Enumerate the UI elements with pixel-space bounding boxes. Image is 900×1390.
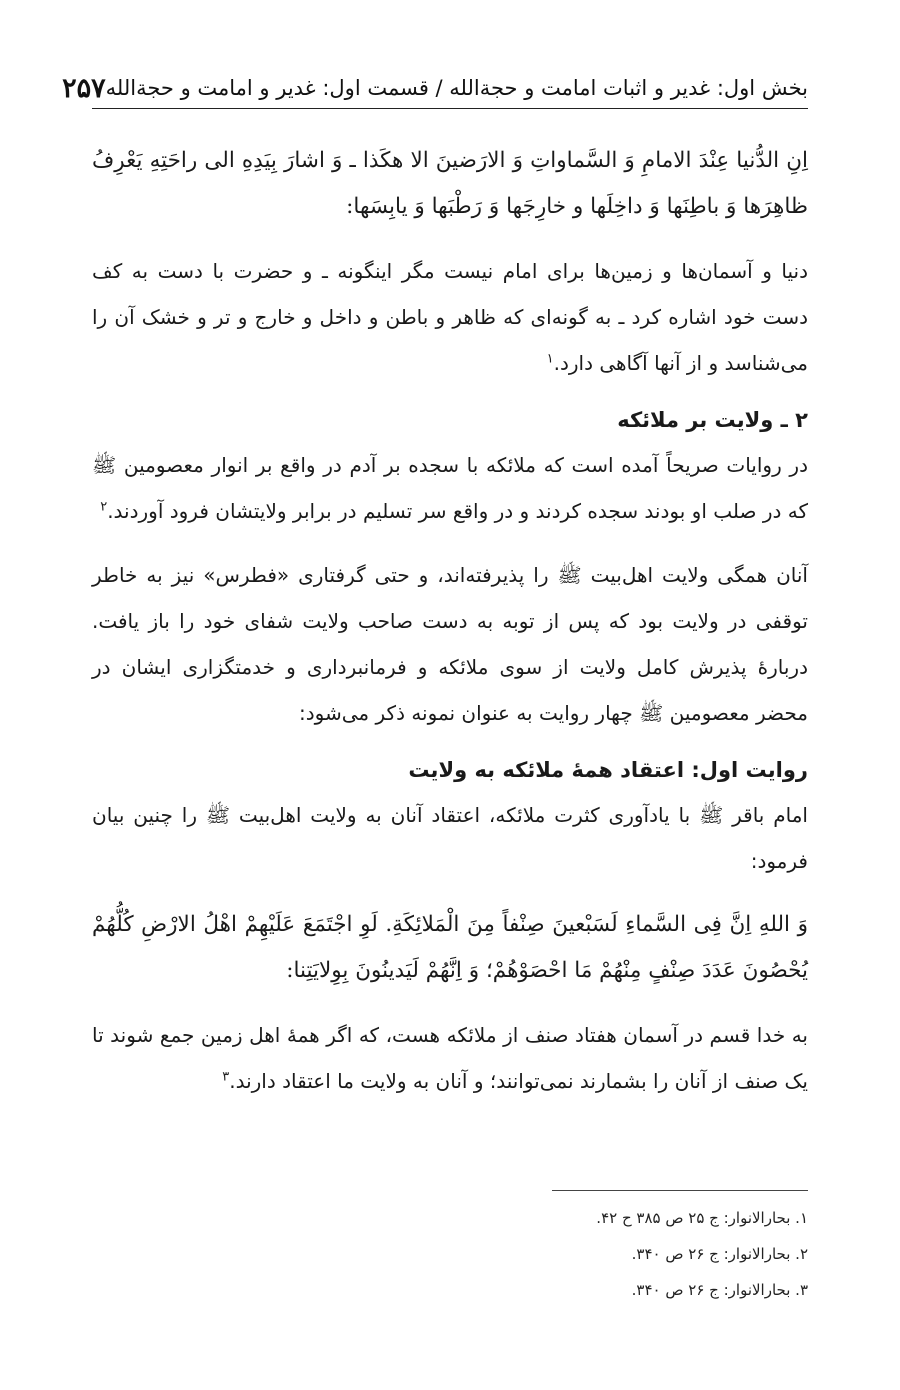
arabic-quote-1: اِنِ الدُّنیا عِنْدَ الامامِ وَ السَّماواتِ وَ الارَضینَ الا هکَذا ـ وَ اشارَ بِیَدِهِ الی راحَتِهِ یَعْرِفُ ظاهِرَها وَ باطِنَها وَ داخِلَها و خارِجَها وَ رَطْبَها وَ یابِسَها: [92, 148, 808, 219]
paragraph-2: آنان همگی ولایت اهل‌بیت ﷺ را پذیرفته‌اند، و حتی گرفتاری «فطرس» نیز به خاطر توقفی در ولایت بود که پس از توبه به دست صاحب ولایت شفای خود را باز یافت. دربارهٔ پذیرش کامل ولایت از سوی ملائکه و فرمانبرداری و خدمتگزاری ایشان در محضر معصومین ﷺ چهار روایت به عنوان نمونه ذکر می‌شود: [92, 563, 808, 725]
section-heading-angels: ۲ ـ ولایت بر ملائکه [617, 408, 808, 432]
translation-1 [92, 248, 808, 386]
footnotes [92, 1200, 808, 1308]
translation-2-text: به خدا قسم در آسمان هفتاد صنف از ملائکه هست، که اگر همهٔ اهل زمین جمع شوند تا یک صنف از آنان را بشمارند نمی‌توانند؛ و آنان به ولایت ما اعتقاد دارند. [92, 1023, 808, 1093]
footnote-divider [552, 1190, 808, 1191]
translation-2 [92, 1012, 808, 1104]
running-title: بخش اول: غدیر و اثبات امامت و حجةالله / قسمت اول: غدیر و امامت و حجةالله [105, 76, 808, 100]
arabic-quote-2: وَ اللهِ اِنَّ فِی السَّماءِ لَسَبْعینَ صِنْفاً مِنَ الْمَلائِکَةِ. لَوِ اجْتَمَعَ عَلَیْهِمْ اهْلُ الارْضِ کُلُّهُمْ یُحْصُونَ عَدَدَ صِنْفٍ مِنْهُمْ مَا احْصَوْهُمْ؛ وَ اِنَّهُمْ لَیَدینُونَ بِوِلایَتِنا: [92, 912, 808, 983]
footnote-3: ۳. بحارالانوار: ج ۲۶ ص ۳۴۰. [631, 1281, 808, 1299]
paragraph-3: امام باقر ﷺ با یادآوری کثرت ملائکه، اعتقاد آنان به ولایت اهل‌بیت ﷺ را چنین بیان فرمود: [92, 803, 808, 873]
page-content [92, 138, 808, 1104]
paragraph-1-text: در روایات صریحاً آمده است که ملائکه با سجده بر آدم در واقع بر انوار معصومین ﷺ که در صلب او بودند سجده کردند و در واقع سر تسلیم در برابر ولایتشان فرود آوردند. [92, 453, 808, 523]
section-heading-narration-1: روایت اول: اعتقاد همهٔ ملائکه به ولایت [408, 758, 808, 782]
footnote-mark-1[interactable]: ۱ [546, 351, 554, 367]
running-header [62, 68, 808, 109]
footnote-2: ۲. بحارالانوار: ج ۲۶ ص ۳۴۰. [631, 1245, 808, 1263]
page-number: ۲۵۷ [62, 72, 106, 104]
footnote-mark-3[interactable]: ۳ [222, 1069, 230, 1085]
footnote-mark-2[interactable]: ۲ [100, 499, 108, 515]
book-page [62, 0, 808, 1390]
footnote-1: ۱. بحارالانوار: ج ۲۵ ص ۳۸۵ ح ۴۲. [596, 1209, 808, 1227]
translation-1-text: دنیا و آسمان‌ها و زمین‌ها برای امام نیست مگر اینگونه ـ و حضرت با دست به کف دست خود اشاره کرد ـ به گونه‌ای که ظاهر و باطن و داخل و خارج و تر و خشک آن را می‌شناسد و از آنها آگاهی دارد. [92, 259, 808, 375]
paragraph-1 [92, 442, 808, 534]
